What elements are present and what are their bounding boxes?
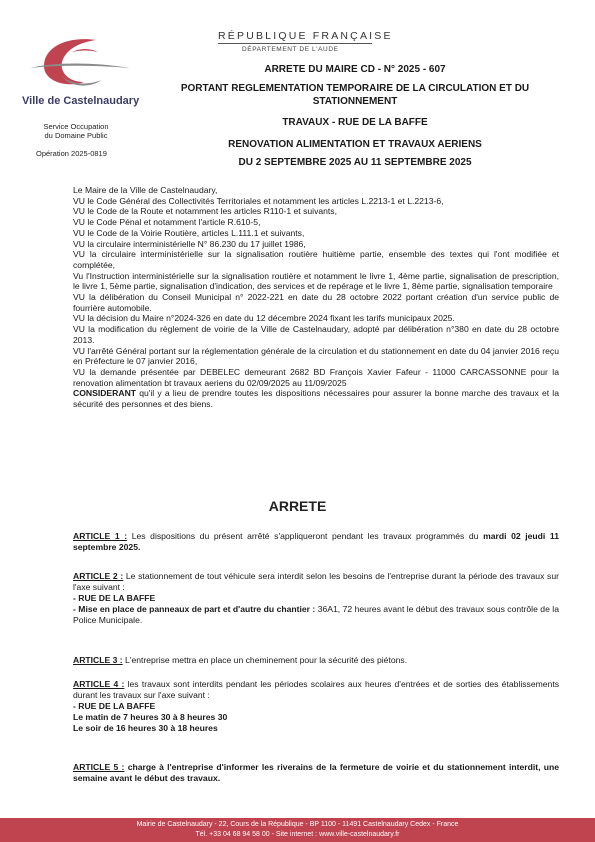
footer-contact: Tél. +33 04 68 94 58 00 - Site internet : www.ville-castelnaudary.fr (195, 830, 400, 838)
footer-address: Mairie de Castelnaudary - 22, Cours de la République - BP 1100 - 11491 Castelnaudary Cedex - France (136, 821, 459, 828)
article-1-dates: mardi 02 jeudi 11 septembre 2025. (73, 531, 559, 552)
intro-line: Le Maire de la Ville de Castelnaudary, (73, 185, 218, 195)
vu-line-8: VU la délibération du Conseil Municipal n° 2022-221 en date du 28 octobre 2022 portant création d'un service public de fourrière automobile. (73, 292, 559, 313)
vu-line-7: Vu l'Instruction interministérielle sur la signalisation routière et notamment le livre 1, 4ème partie, signalisation de prescription, le livre 1, 5ème partie, signalisation d'indication, des services et de repérage et le livre 1, 8ème partie, signalisation temporaire (73, 270, 559, 292)
travaux-nature: RENOVATION ALIMENTATION ET TRAVAUX AERIENS (228, 139, 482, 150)
article-2-text: Le stationnement de tout véhicule sera interdit selon les besoins de l'entreprise durant la période des travaux sur l'axe suivant : (73, 571, 559, 592)
departement-heading: DÉPARTEMENT DE L'AUDE (242, 46, 339, 53)
logo-text: Ville de Castelnaudary (22, 95, 140, 107)
arrete-heading: ARRETE (268, 498, 327, 514)
operation-number: Opération 2025-0819 (36, 149, 107, 158)
republique-heading: RÉPUBLIQUE FRANÇAISE (218, 30, 393, 42)
article-2-panneaux-text: 36A1, 72 heures avant le début des travaux sous contrôle de la Police Municipale. (73, 603, 559, 625)
republique-underline (218, 43, 372, 44)
article-4-label: ARTICLE 4 : (73, 679, 125, 689)
article-5-text: charge à l'entreprise d'informer les riverains de la fermeture de voirie et du stationnement interdit, une semaine avant le début des travaux. (73, 762, 560, 783)
article-3-text: L'entreprise mettra en place un cheminement pour la sécurité des piétons. (122, 655, 408, 665)
article-4-morning: Le matin de 7 heures 30 à 8 heures 30 (73, 711, 228, 722)
article-2 (73, 571, 559, 626)
article-5-label: ARTICLE 5 : (73, 762, 125, 772)
article-4-evening: Le soir de 16 heures 30 à 18 heures (73, 722, 218, 733)
page-footer (0, 818, 595, 842)
considerant-label: CONSIDERANT (73, 388, 137, 399)
article-4-text: les travaux sont interdits pendant les périodes scolaires aux heures d'entrées et de sorties des établissements durant les travaux sur l'axe suivant : (73, 679, 559, 700)
article-4 (73, 679, 559, 734)
vu-line-9: VU la décision du Maire n°2024-326 en date du 12 décembre 2024 fixant les tarifs municipaux 2025. (73, 313, 455, 324)
service-label (36, 122, 116, 140)
considerant-text: qu'il y a lieu de prendre toutes les dispositions nécessaires pour assurer la bonne marche des travaux et la sécurité des personnes et des biens. (73, 388, 559, 410)
castelnaudary-logo-icon (24, 32, 134, 94)
article-1-label: ARTICLE 1 : (73, 531, 128, 541)
vu-line-1: VU le Code Général des Collectivités Territoriales et notamment les articles L.2213-1 et L.2213-6, (73, 195, 444, 206)
castelnaudary-logo (24, 32, 134, 94)
considerant-line (73, 388, 559, 409)
vu-line-11: VU l'arrêté Général portant sur la réglementation générale de la circulation et du stationnement en date du 04 janvier 2016 reçu en Préfecture le 07 janvier 2016, (73, 345, 559, 367)
arrete-dates: DU 2 SEPTEMBRE 2025 AU 11 SEPTEMBRE 2025 (238, 157, 472, 168)
vu-line-6: VU la circulaire interministérielle sur la signalisation routière huitième partie, ensemble des textes qui l'ont modifiée et complétée, (73, 249, 559, 270)
vu-line-12: VU la demande présentée par DEBELEC demeurant 2682 BD François Xavier Fafeur - 11000 CARCASSONNE pour la renovation alimentation bt travaux aeriens du 02/09/2025 au 11/09/2025 (73, 366, 559, 388)
vu-line-10: VU la modification du règlement de voirie de la Ville de Castelnaudary, adopté par délibération n°380 en date du 28 octobre 2013. (73, 324, 559, 345)
article-5 (73, 762, 559, 784)
arrete-number: ARRETE DU MAIRE CD - N° 2025 - 607 (264, 64, 446, 75)
considerants-block (73, 185, 559, 410)
vu-line-5: VU la circulaire interministérielle N° 86.230 du 17 juillet 1986, (73, 238, 306, 249)
arrete-subject: PORTANT REGLEMENTATION TEMPORAIRE DE LA CIRCULATION ET DU STATIONNEMENT (180, 83, 530, 107)
article-4-street: - RUE DE LA BAFFE (73, 700, 156, 711)
service-line-1: Service Occupation (43, 122, 109, 131)
service-line-2: du Domaine Public (44, 131, 108, 140)
article-3 (73, 655, 559, 666)
article-2-street: - RUE DE LA BAFFE (73, 592, 156, 603)
article-1 (73, 531, 559, 553)
article-3-label: ARTICLE 3 : (73, 655, 123, 665)
travaux-location: TRAVAUX - RUE DE LA BAFFE (282, 117, 428, 128)
vu-line-4: VU le Code de la Voirie Routière, articles L.111.1 et suivants, (73, 227, 305, 238)
article-2-panneaux-label: - Mise en place de panneaux de part et d'autre du chantier : (73, 603, 316, 614)
article-1-text: Les dispositions du présent arrêté s'appliqueront pendant les travaux programmés du (127, 531, 484, 541)
vu-line-3: VU le Code Pénal et notamment l'article R.610-5, (73, 217, 261, 228)
article-2-label: ARTICLE 2 : (73, 571, 124, 581)
vu-line-2: VU le Code de la Route et notamment les articles R110-1 et suivants, (73, 206, 337, 217)
